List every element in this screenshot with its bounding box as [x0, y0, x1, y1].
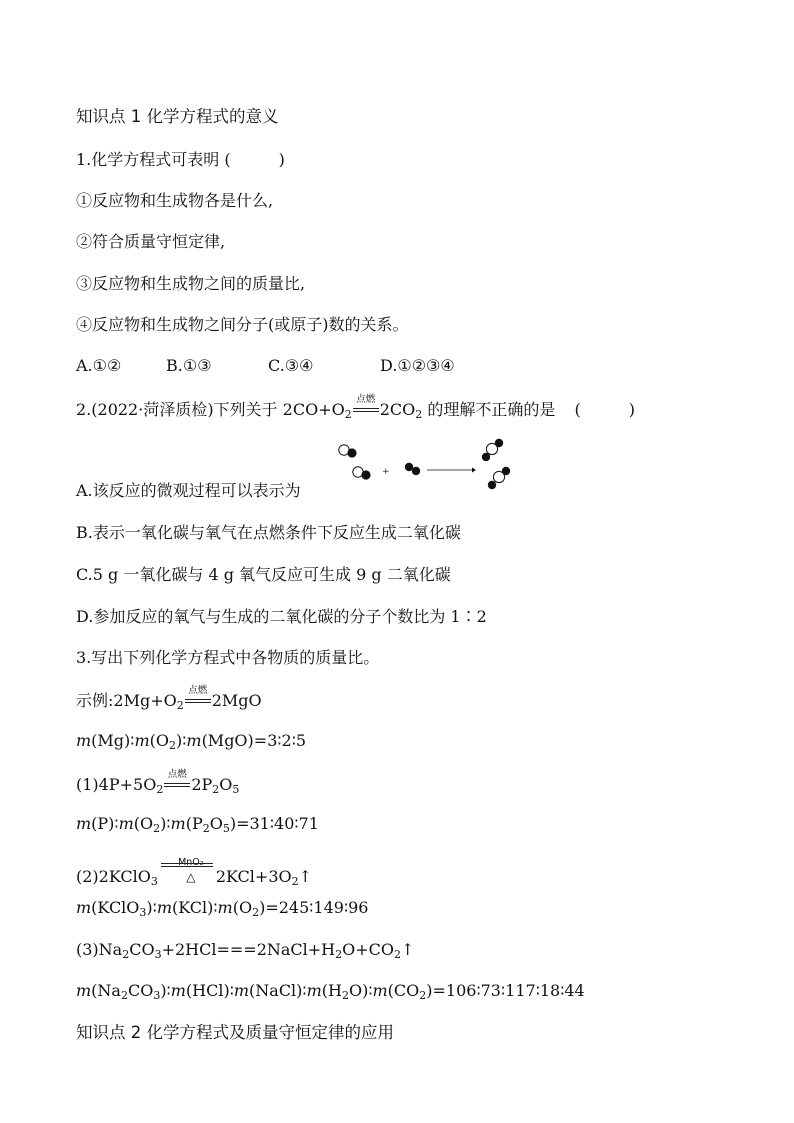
arrow-icon — [472, 468, 476, 473]
o-atom-icon — [488, 481, 496, 489]
o-atom-icon — [495, 439, 503, 447]
o-atom-icon — [482, 453, 490, 461]
q2-equation: $2CO+O_2$ 点燃 $2CO_2$ — [282, 394, 423, 421]
q1-option-c[interactable]: C.③④ — [268, 356, 314, 375]
q1-options — [76, 356, 455, 376]
section2-title: 知识点 2 化学方程式及质量守恒定律的应用 — [76, 1023, 394, 1042]
q1-option-b[interactable]: B.①③ — [166, 356, 212, 375]
q3-example-ratio: $m(Mg)∶m(O_2)∶m(MgO)=3∶2∶5$ — [76, 731, 307, 752]
q3-part3-equation: $(3)Na_2CO_3+2HCl===2NaCl+H_2O+CO_2↑$ — [76, 940, 415, 961]
q1-option-a[interactable]: A.①② — [76, 356, 122, 375]
q3-part2-ratio: $m(KClO_3)∶m(KCl)∶m(O_2)=245∶149∶96$ — [76, 898, 369, 919]
q3-example-equation: 示例$:2Mg+O_2$ 点燃 2MgO — [76, 685, 262, 712]
plus-sign: + — [382, 467, 390, 477]
q2-option-a[interactable]: A.该反应的微观过程可以表示为 — [76, 481, 301, 500]
q3-part1-ratio: $m(P)∶m(O_2)∶m(P_2O_5)=31∶40∶71$ — [76, 814, 319, 835]
q1-item-2: ②符合质量守恒定律, — [76, 232, 226, 251]
o-atom-icon — [361, 470, 370, 479]
q1-item-3: ③反应物和生成物之间的质量比, — [76, 274, 306, 293]
section1-title: 知识点 1 化学方程式的意义 — [76, 107, 279, 126]
q1-stem: 1.化学方程式可表明 ( ) — [76, 150, 285, 169]
q3-stem: 3.写出下列化学方程式中各物质的质量比。 — [76, 648, 380, 667]
q1-item-1: ①反应物和生成物各是什么, — [76, 191, 274, 210]
reaction-diagram — [334, 436, 514, 494]
q2-stem: 2.(2022·菏泽质检)下列关于 $2CO+O_2$ 点燃 $2CO_2$ 的理解不正确的是 ( ) — [76, 394, 635, 421]
q3-part1-equation: $(1)4P+5O_2$ 点燃 $2P_2O_5$ — [76, 769, 240, 796]
q1-option-d[interactable]: D.①②③④ — [380, 356, 455, 375]
o-atom-icon — [412, 467, 420, 475]
q2-option-b[interactable]: B.表示一氧化碳与氧气在点燃条件下反应生成二氧化碳 — [76, 523, 461, 542]
q2-option-d[interactable]: D.参加反应的氧气与生成的二氧化碳的分子个数比为 1∶2 — [76, 607, 487, 626]
o-atom-icon — [347, 448, 356, 457]
q3-part3-ratio: $m(Na_2CO_3)∶m(HCl)∶m(NaCl)∶m(H_2O)∶m(CO_2)=106∶73∶117∶18∶44$ — [76, 981, 585, 1002]
q3-part2-equation: (2)2KClO$_3$ MnO₂ △ $2KCl+3O_2↑$ — [76, 857, 313, 888]
o-atom-icon — [502, 467, 510, 475]
q2-option-c[interactable]: C.5 g 一氧化碳与 4 g 氧气反应可生成 9 g 二氧化碳 — [76, 565, 451, 584]
q1-item-4: ④反应物和生成物之间分子(或原子)数的关系。 — [76, 315, 409, 334]
